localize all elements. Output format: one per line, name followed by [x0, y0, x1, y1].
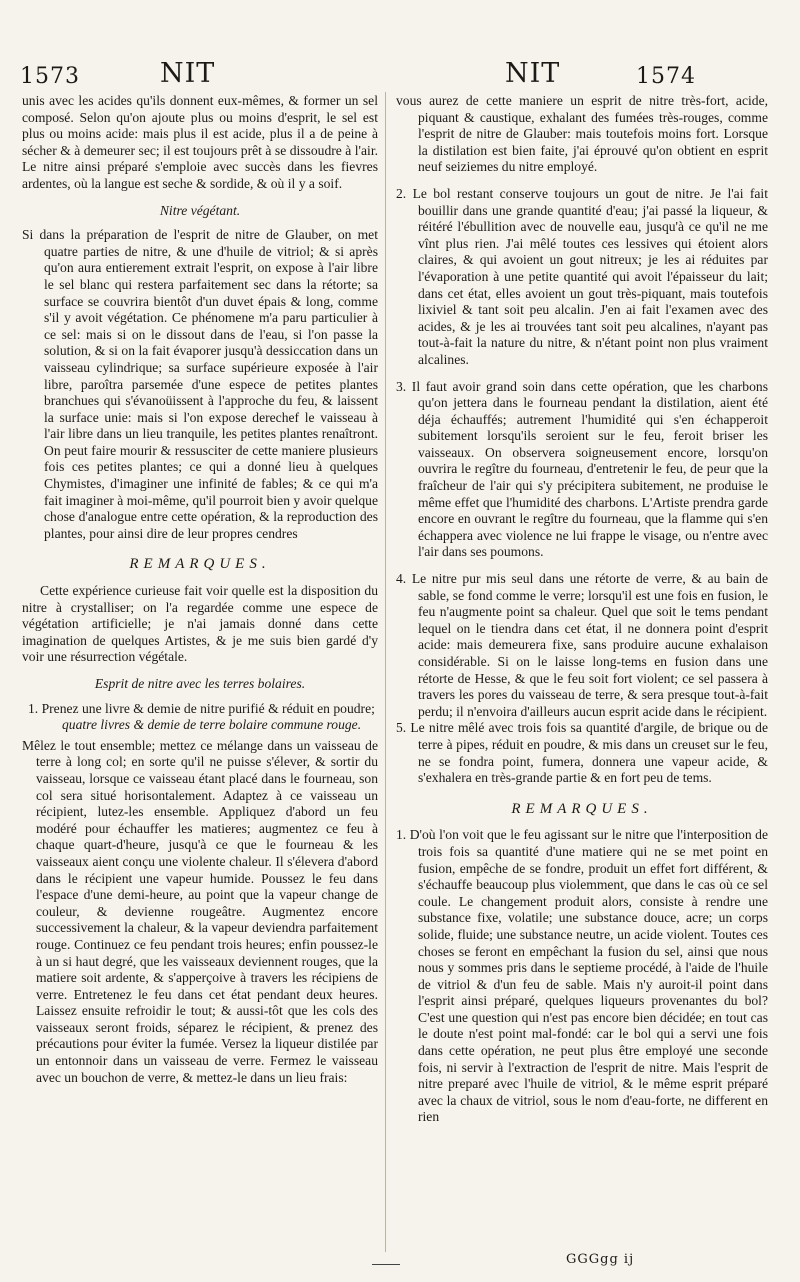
remarques-heading-right: REMARQUES.: [511, 800, 653, 817]
numbered-item-3: 3. Il faut avoir grand soin dans cette opération, que les charbons qu'on jettera dans le fourneau pendant la distilation, aient été déja échauffés; autrement l'humidité qui s'en échapperoit subitement lorsqu'ils seroient sur le feu, feroit briser les vaisseaux. On observera soigneusement encore, lorsqu'on ouvrira le regître du fourneau, d'entretenir le feu, de peur que la fraîcheur de l'air qui s'y précipitera subitement, ne produise le même effet que l'humidité des charbons. L'Artiste prendra garde encore en ouvrant le regître du fourneau, que la flamme qui s'en échappera avec violence ne lui frappe le visage, ou n'entre avec l'air dans ses poumons.: [396, 378, 768, 560]
column-divider: [385, 92, 386, 1252]
numbered-item-2: 2. Le bol restant conserve toujours un gout de nitre. Je l'ai fait bouillir dans une grande quantité d'eau; j'ai passé la liqueur, & réitéré l'ébullition avec de nouvelle eau, jusqu'à ce qu'il ne me vînt plus rien. J'ai mêlé toutes ces lessives qui étoient alors claires, & qui avoient un gout nitreux; je les ai réduites par l'évaporation à une petite quantité qui avoit l'épaisseur du lait; dans cet état, elles avoient un gout très-piquant, mais toutefois lixiviel & tant soit peu alcalin. J'en ai fait l'examen avec des acides, & je les ai trouvées tant soit peu alcalines, n'ayant pas tout-à-fait la nature du nitre, & n'étant point non plus vraiment alcalines.: [396, 185, 768, 367]
remarques-heading-left: REMARQUES.: [129, 556, 271, 573]
page-number-right: 1574: [636, 64, 696, 89]
page-number-left: 1573: [20, 64, 80, 89]
running-head-left: NIT: [160, 58, 216, 89]
numbered-item-5: 5. Le nitre mêlé avec trois fois sa quantité d'argile, de brique ou de terre à pipes, réduit en poudre, & mis dans un creuset sur le feu, ne se fondra point, fumera, donnera une vapeur acide, & s'exhalera en très-grande partie & en fort peu de tems.: [396, 720, 768, 786]
paragraph-intro-left: unis avec les acides qu'ils donnent eux-mêmes, & former un sel composé. Selon qu'on ajoute plus ou moins d'esprit, le sel est plus ou moins acide: mais plus il est acide, plus il a de peine à sécher & à demeurer sec; il est toujours prêt à se dissoudre à l'air. Le nitre ainsi préparé s'emploie avec succès dans les fievres ardentes, où la langue est seche & sordide, & où il y a soif.: [22, 93, 378, 191]
paragraph-nitre-vegetant: Si dans la préparation de l'esprit de nitre de Glauber, on met quatre parties de nitre, & une d'huile de vitriol; & si après qu'on aura entierement extrait l'esprit, on expose à l'air libre le sel blanc qui restera parfaitement sec dans la rétorte; sa surface se couvrira bientôt d'un duvet épais & long, comme s'il y avoit végétation. Ce phénomene m'a paru particulier à ce sel: mais si on le dissout dans de l'eau, si l'on passe la solution, & si on la fait évaporer jusqu'à dessiccation dans un vaisseau cylindrique; sa surface supérieure exposée à l'air libre, paroîtra parsemée d'une espece de petites plantes branchues qui s'évanoüissent à l'approche du feu, & laissent la surface unie: mais si l'on expose derechef le vaisseau à l'air libre dans un lieu tranquile, les petites plantes renaîtront. On peut faire mourir & ressusciter de cette maniere plusieurs fois ces petites plantes; ce qui a donné lieu à quelques Chymistes, d'imaginer une infinité de fables; & ce qui m'a fait imaginer à moi-même, qu'il pourroit bien y avoir quelque chose d'analogue entre cette opération, & la reproduction des plantes, pour ainsi dire de leur propres cendres: [22, 227, 378, 541]
recipe-line-1: 1. Prenez une livre & demie de nitre purifié & réduit en poudre;: [28, 700, 375, 716]
paragraph-intro-right: vous aurez de cette maniere un esprit de nitre très-fort, acide, piquant & caustique, exhalant des fumées très-rouges, comme l'esprit de nitre de Glauber: mais toutefois moins fort. Lorsque la distilation est bien faite, j'ai éprouvé qu'on obtient en esprit neuf seiziemes du nitre employé.: [396, 93, 768, 175]
remarque-item-1: 1. D'où l'on voit que le feu agissant sur le nitre que l'interposition de trois fois sa quantité d'une matiere qui ne se met point en fusion, empêche de se fondre, produit un effet fort différent, & s'échauffe beaucoup plus violemment, que dans le cas où ce sel coule. Le changement produit alors, consiste à rendre une substance fixe, volatile; une substance douce, acre; un corps solide, fluide; une substance neutre, un acide violent. Toutes ces choses se feront en empêchant la fusion du sel, ainsi que nous nous y sommes pris dans le septieme procédé, à l'aide de l'huile de vitriol & d'un feu de sable. Mais n'y auroit-il point dans l'esprit ainsi préparé, quelques liqueurs provenantes du bol? C'est une question qui n'est pas encore bien décidée; en tout cas le doute n'est point mal-fondé: car le bol qui a servi une fois dans cette opération, ne peut plus être employé une seconde fois, ni servir à l'extraction de l'esprit de nitre. Mais l'esprit de nitre preparé avec l'huile de vitriol, & le même esprit préparé avec la chaux de vitriol, sous le nom d'eau-forte, ne different en rien: [396, 827, 768, 1125]
paragraph-remarques-left: Cette expérience curieuse fait voir quelle est la disposition du nitre à crystalliser; on l'a regardée comme une espece de végétation artificielle; je n'ai jamais donné dans cette imagination de quelques Artistes, & je me suis bien gardé d'y voir une résurrection végétale.: [22, 583, 378, 665]
footer-rule: [372, 1264, 400, 1265]
signature-mark: GGGgg ij: [566, 1252, 635, 1267]
running-head-right: NIT: [505, 58, 561, 89]
section-heading-nitre-vegetant: Nitre végétant.: [159, 202, 241, 218]
numbered-item-4: 4. Le nitre pur mis seul dans une rétorte de verre, & au bain de sable, se fond comme le verre; lorsqu'il est une fois en fusion, le feu n'augmente point sa chaleur. Quel que soit le tems pendant lequel on le tiendra dans cet état, il ne donnera point d'esprit acide: mais demeurera fixe, sans produire aucune exhalaison considérable. Si on le laisse long-tems en fusion dans une rétorte de Hesse, & que le feu soit fort violent; ce sel passera à travers les pores du vaisseau de terre, & sera presque tout-à-fait perdu; il n'envoira d'ailleurs aucun esprit acide dans le récipient.: [396, 571, 768, 719]
right-column: [396, 93, 768, 1126]
section-heading-terres-bolaires: Esprit de nitre avec les terres bolaires.: [94, 676, 306, 691]
left-column: [22, 93, 378, 1086]
recipe-line-2: quatre livres & demie de terre bolaire commune rouge.: [62, 717, 362, 733]
paragraph-procedure: Mêlez le tout ensemble; mettez ce mélange dans un vaisseau de terre à long col; en sorte qu'il ne puisse s'élever, & sortir du vaisseau, lorsque ce vaisseau étant placé dans le fourneau, son col sera situé horisontalement. Adaptez à ce vaisseau un récipient, lutez-les ensemble. Appliquez d'abord un feu modéré pour échauffer les matieres; augmentez ce feu à chaque quart-d'heure, jusqu'à ce que le fourneau & les vaisseaux aient conçu une violente chaleur. Il s'élevera d'abord dans le récipient une vapeur humide. Poussez le feu dans l'espace d'une demi-heure, au point que la vapeur change de couleur, & devienne rougeâtre. Augmentez encore successivement la chaleur, & la vapeur deviendra parfaitement rouge. Continuez ce feu pendant trois heures; enfin poussez-le à un si haut degré, que les vaisseaux deviennent rouges, que la matiere soit ardente, & s'apperçoive à travers les récipiens de verre. Entretenez le feu dans cet état pendant deux heures. Laissez ensuite refroidir le tout; & aussi-tôt que les cols des vaisseaux seront froids, séparez le récipient, & prenez des précautions pour éviter la fumée. Versez la liqueur distilée par un entonnoir dans un vaisseau de verre. Fermez le vaisseau avec un bouchon de verre, & mettez-le dans un lieu frais:: [22, 737, 378, 1085]
